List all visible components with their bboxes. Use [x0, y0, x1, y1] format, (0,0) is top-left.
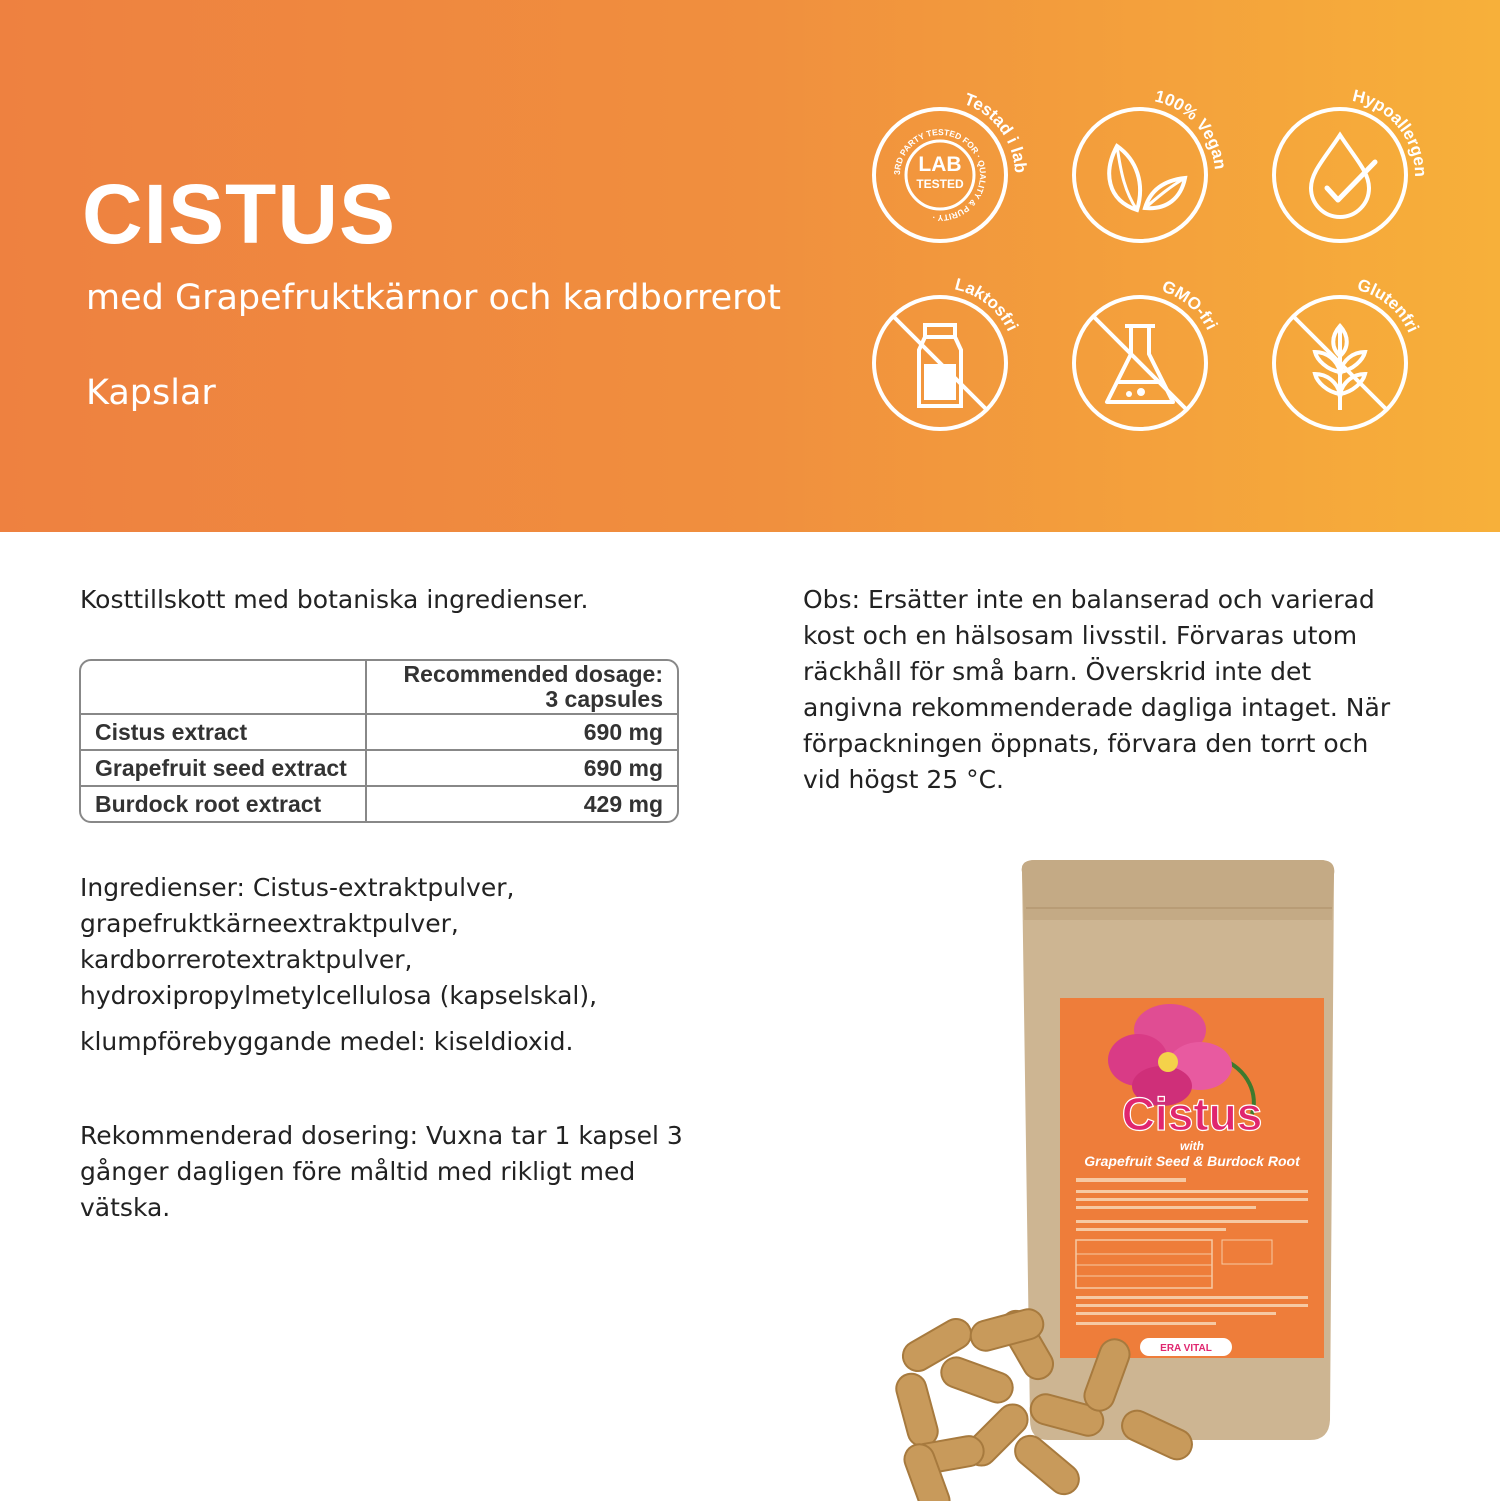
svg-text:Hypoallergena	[1240, 65, 1430, 177]
leaves-icon	[1045, 80, 1235, 270]
badge-gluten-free	[1245, 268, 1435, 458]
table-header-dosage: Recommended dosage: 3 capsules	[367, 661, 677, 715]
seal-center-bottom: TESTED	[916, 177, 964, 191]
svg-text:100% Vegan	[1153, 87, 1230, 171]
ingredients-line: klumpförebyggande medel: kiseldioxid.	[80, 1027, 574, 1056]
badge-lactose-free	[845, 268, 1035, 458]
ingredient-name: Cistus extract	[81, 715, 367, 751]
table-header-row	[81, 661, 677, 715]
product-subtitle: med Grapefruktkärnor och kardborrerot	[86, 278, 781, 318]
svg-text:Laktosfri	[953, 275, 1022, 334]
wheat-crossed-icon	[1245, 268, 1435, 458]
product-form: Kapslar	[86, 373, 216, 413]
seal-center-top: LAB	[918, 153, 962, 176]
pouch-with-text: with	[1180, 1139, 1204, 1153]
badge-label: Glutenfri	[1355, 275, 1423, 336]
table-row	[81, 787, 677, 821]
flask-crossed-icon	[1045, 268, 1235, 458]
ingredient-amount: 429 mg	[583, 790, 663, 817]
table-row	[81, 751, 677, 787]
milk-bottle-crossed-icon	[845, 268, 1035, 458]
header-banner	[0, 0, 1500, 532]
badge-hypoallergenic	[1240, 65, 1435, 270]
product-image	[870, 860, 1340, 1501]
drop-check-icon	[1240, 65, 1435, 270]
warning-notice: Obs: Ersätter inte en balanserad och varierad kost och en hälsosam livsstil. Förvaras utom räckhåll för små barn. Överskrid inte det angivna rekommenderade dagliga intaget. När förpackningen öppnats, förvara den torrt och vid högst 25 °C.	[803, 585, 1391, 794]
ingredient-name: Burdock root extract	[81, 787, 367, 821]
product-pouch-illustration	[870, 860, 1340, 1501]
table-header-empty-cell	[81, 661, 367, 715]
badge-lab-tested	[839, 65, 1035, 270]
pouch-logo: ERA VITAL	[1160, 1343, 1212, 1354]
table-row	[81, 715, 677, 751]
dosage-instructions: Rekommenderad dosering: Vuxna tar 1 kapsel 3 gånger dagligen före måltid med rikligt med vätska.	[80, 1121, 683, 1222]
ingredient-name: Grapefruit seed extract	[81, 751, 367, 787]
ingredients-line: kardborrerotextraktpulver,	[80, 945, 413, 974]
lab-tested-seal-icon	[839, 65, 1035, 270]
ingredients-line: Ingredienser: Cistus-extraktpulver,	[80, 873, 515, 902]
badge-label: GMO-fri	[1159, 276, 1222, 333]
svg-text:Glutenfri	[1355, 275, 1422, 335]
badge-label: Testad i laboratoriet	[839, 65, 1031, 174]
ingredient-amount: 690 mg	[367, 715, 677, 751]
ingredients-line: grapefruktkärneextraktpulver,	[80, 909, 459, 938]
dosage-table	[79, 659, 679, 823]
badge-vegan	[1045, 80, 1235, 270]
product-title: CISTUS	[82, 167, 397, 261]
badge-label: Laktosfri	[952, 274, 1022, 335]
ingredients-line: hydroxipropylmetylcellulosa (kapselskal),	[80, 981, 598, 1010]
badge-label: Hypoallergena	[1240, 65, 1431, 178]
product-tagline: Kosttillskott med botaniska ingredienser.	[80, 585, 589, 614]
seal-ring-text: 3RD PARTY TESTED FOR · QUALITY & PURITY ·	[891, 126, 989, 224]
pouch-brand-title: Cistus	[1121, 1088, 1263, 1140]
ingredients-text	[80, 870, 720, 1060]
ingredient-amount: 690 mg	[367, 751, 677, 787]
pouch-subtitle: Grapefruit Seed & Burdock Root	[1084, 1153, 1300, 1169]
badge-gmo-free	[1045, 268, 1235, 458]
badge-label: 100% Vegan	[1153, 86, 1230, 171]
